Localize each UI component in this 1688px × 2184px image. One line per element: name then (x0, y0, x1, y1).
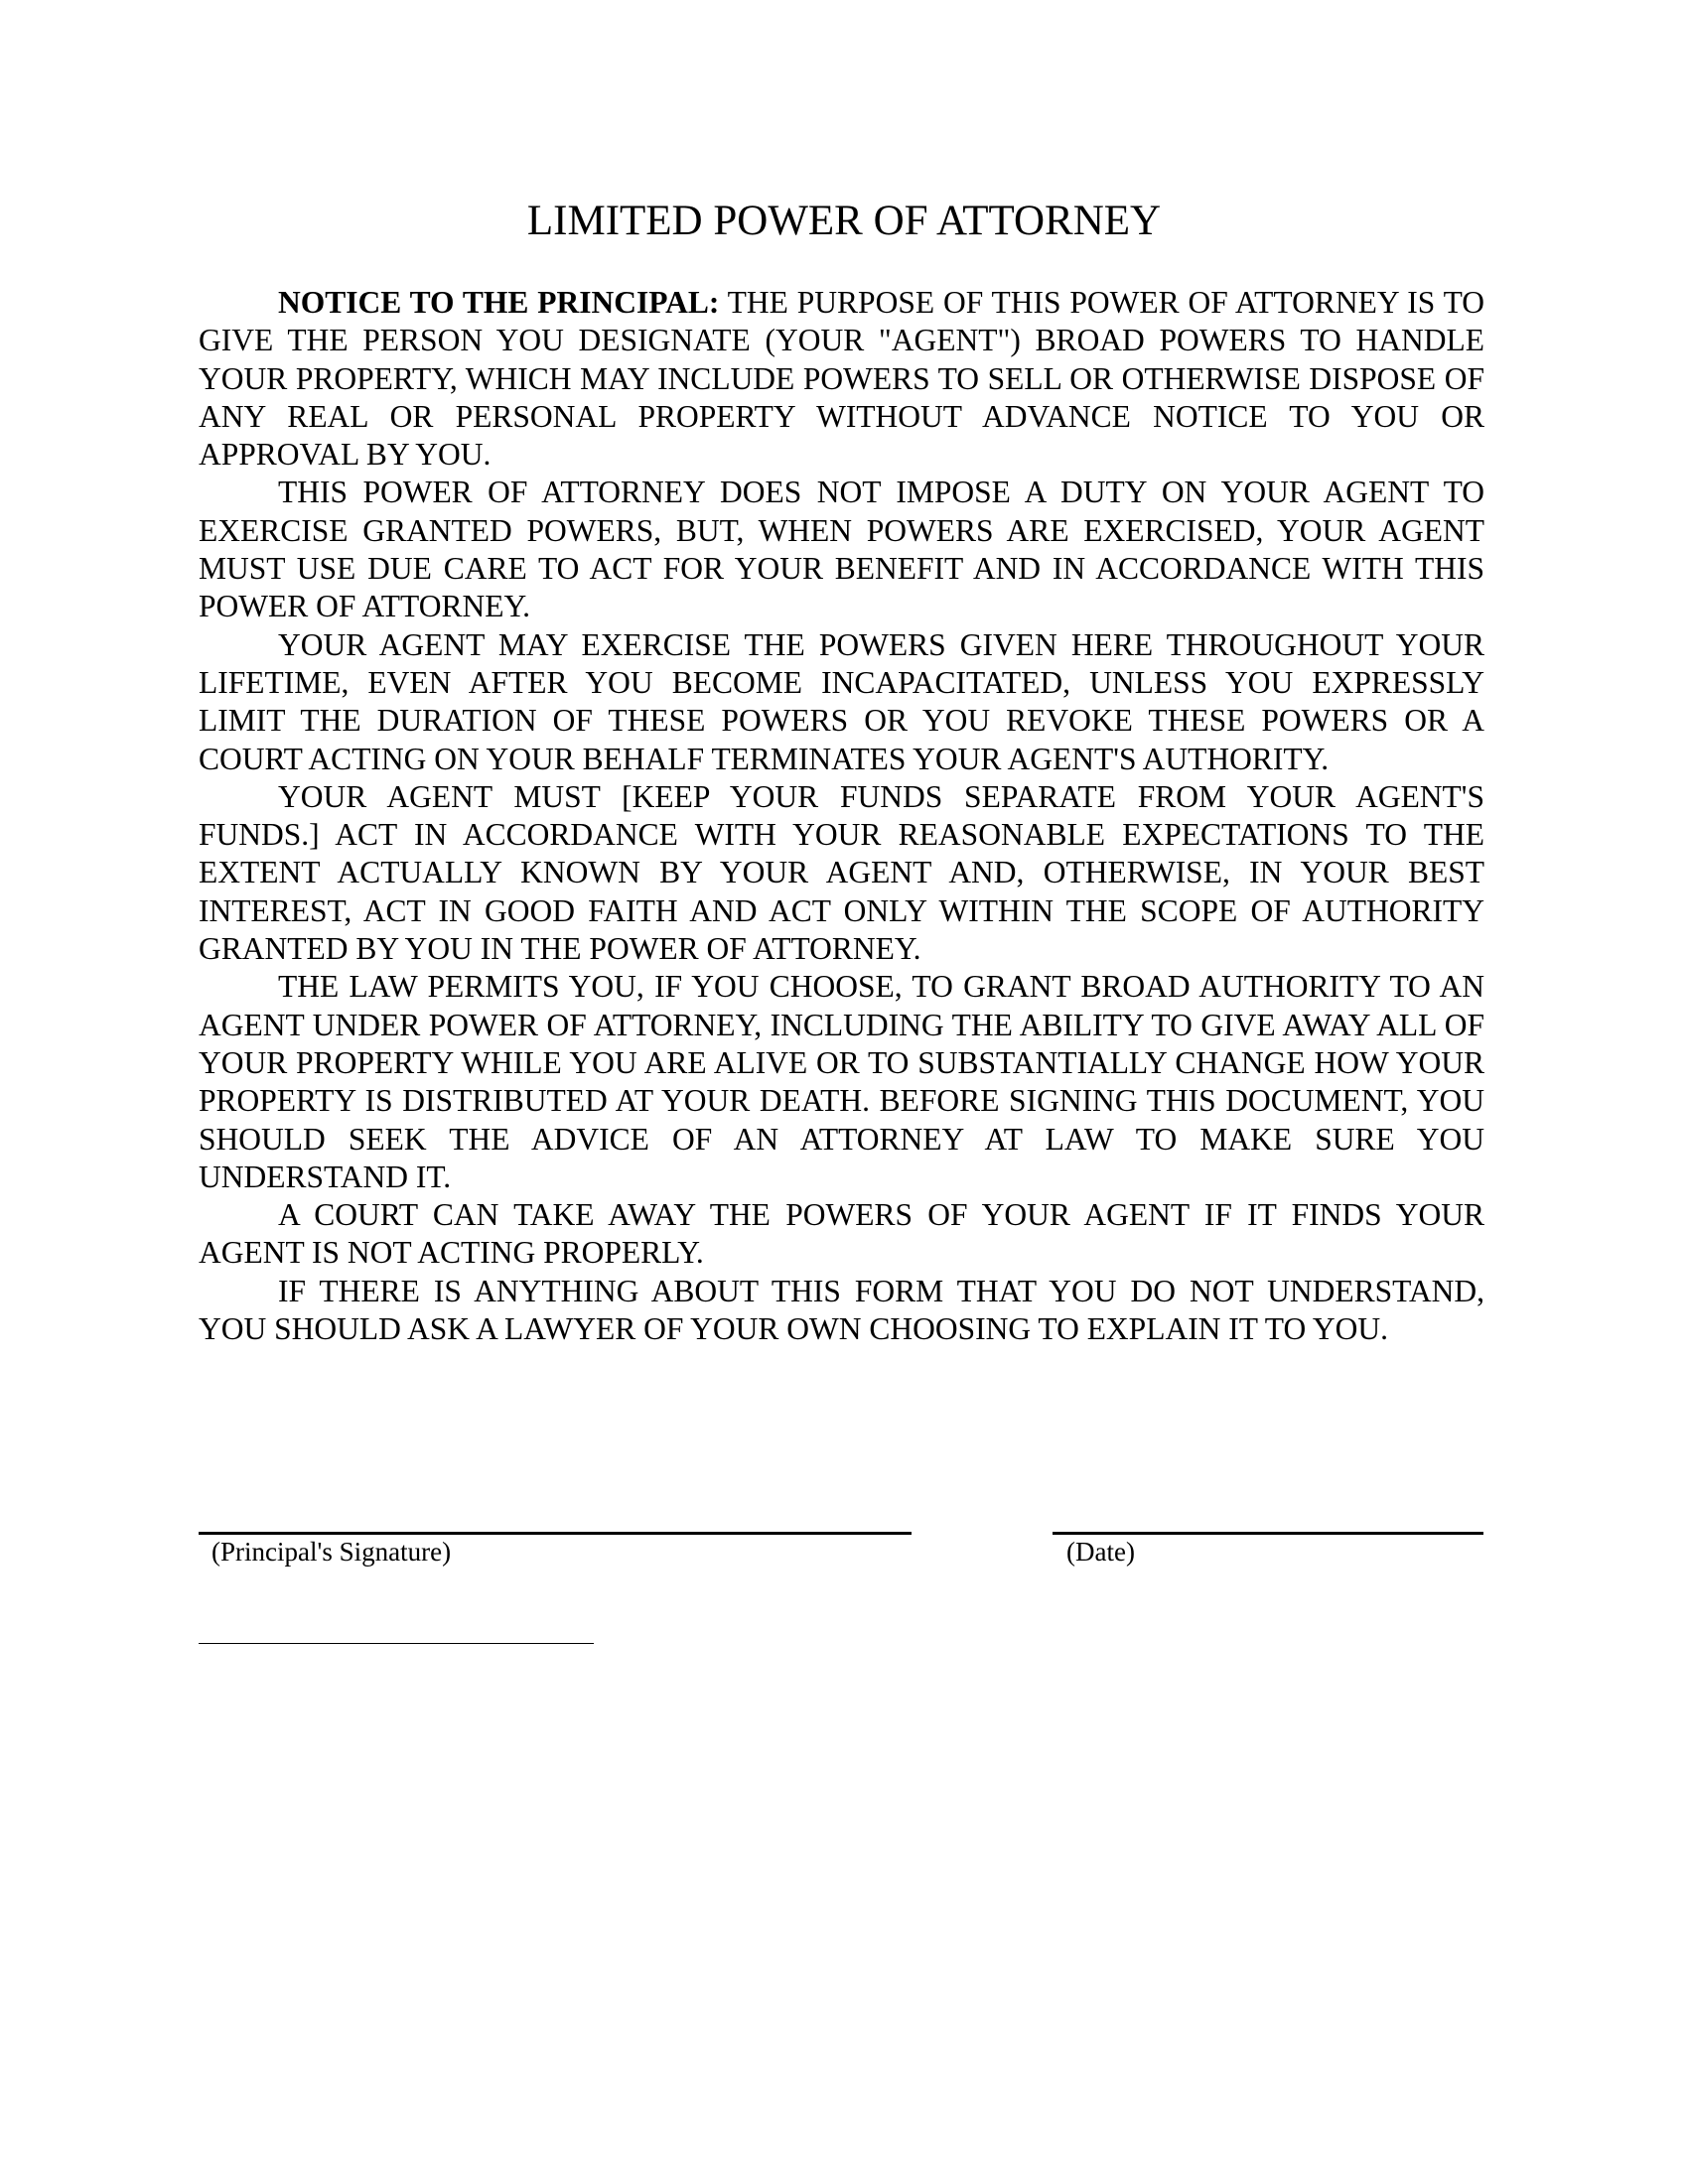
principal-signature-label: (Principal's Signature) (211, 1537, 452, 1567)
date-line[interactable] (1053, 1532, 1483, 1535)
notice-paragraph-6: A COURT CAN TAKE AWAY THE POWERS OF YOUR AGENT IF IT FINDS YOUR AGENT IS NOT ACTING PROPERLY. (199, 1197, 1484, 1271)
notice-paragraph-1-text: THE PURPOSE OF THIS POWER OF ATTORNEY IS TO GIVE THE PERSON YOU DESIGNATE (YOUR "AGENT") BROAD POWERS TO HANDLE YOUR PROPERTY, WHICH MAY INCLUDE POWERS TO SELL OR OTHERWISE DISPOSE OF ANY REAL OR PERSONAL PROPERTY WITHOUT ADVANCE NOTICE TO YOU OR APPROVAL BY YOU. (199, 285, 1484, 473)
notice-paragraph-3: YOUR AGENT MAY EXERCISE THE POWERS GIVEN HERE THROUGHOUT YOUR LIFETIME, EVEN AFTER YOU BECOME INCAPACITATED, UNLESS YOU EXPRESSLY LIMIT THE DURATION OF THESE POWERS OR YOU REVOKE THESE POWERS OR A COURT ACTING ON YOUR BEHALF TERMINATES YOUR AGENT'S AUTHORITY. (199, 626, 1484, 776)
notice-paragraph-4: YOUR AGENT MUST [KEEP YOUR FUNDS SEPARATE FROM YOUR AGENT'S FUNDS.] ACT IN ACCORDANCE WITH YOUR REASONABLE EXPECTATIONS TO THE EXTENT ACTUALLY KNOWN BY YOUR AGENT AND, OTHERWISE, IN YOUR BEST INTEREST, ACT IN GOOD FAITH AND ACT ONLY WITHIN THE SCOPE OF AUTHORITY GRANTED BY YOU IN THE POWER OF ATTORNEY. (199, 778, 1484, 967)
notice-lead: NOTICE TO THE PRINCIPAL: (278, 285, 720, 320)
blank-line[interactable] (199, 1643, 594, 1644)
notice-paragraph-7: IF THERE IS ANYTHING ABOUT THIS FORM THAT YOU DO NOT UNDERSTAND, YOU SHOULD ASK A LAWYER OF YOUR OWN CHOOSING TO EXPLAIN IT TO YOU. (199, 1273, 1484, 1347)
date-label: (Date) (1066, 1537, 1135, 1567)
notice-paragraph-1 (199, 284, 1484, 474)
document-title: LIMITED POWER OF ATTORNEY (526, 198, 1162, 244)
notice-paragraph-2: THIS POWER OF ATTORNEY DOES NOT IMPOSE A DUTY ON YOUR AGENT TO EXERCISE GRANTED POWERS, BUT, WHEN POWERS ARE EXERCISED, YOUR AGENT MUST USE DUE CARE TO ACT FOR YOUR BENEFIT AND IN ACCORDANCE WITH THIS POWER OF ATTORNEY. (199, 475, 1484, 624)
principal-signature-line[interactable] (199, 1532, 912, 1535)
notice-paragraph-5: THE LAW PERMITS YOU, IF YOU CHOOSE, TO GRANT BROAD AUTHORITY TO AN AGENT UNDER POWER OF ATTORNEY, INCLUDING THE ABILITY TO GIVE AWAY ALL OF YOUR PROPERTY WHILE YOU ARE ALIVE OR TO SUBSTANTIALLY CHANGE HOW YOUR PROPERTY IS DISTRIBUTED AT YOUR DEATH. BEFORE SIGNING THIS DOCUMENT, YOU SHOULD SEEK THE ADVICE OF AN ATTORNEY AT LAW TO MAKE SURE YOU UNDERSTAND IT. (199, 969, 1484, 1194)
notice-body (199, 284, 1484, 1348)
